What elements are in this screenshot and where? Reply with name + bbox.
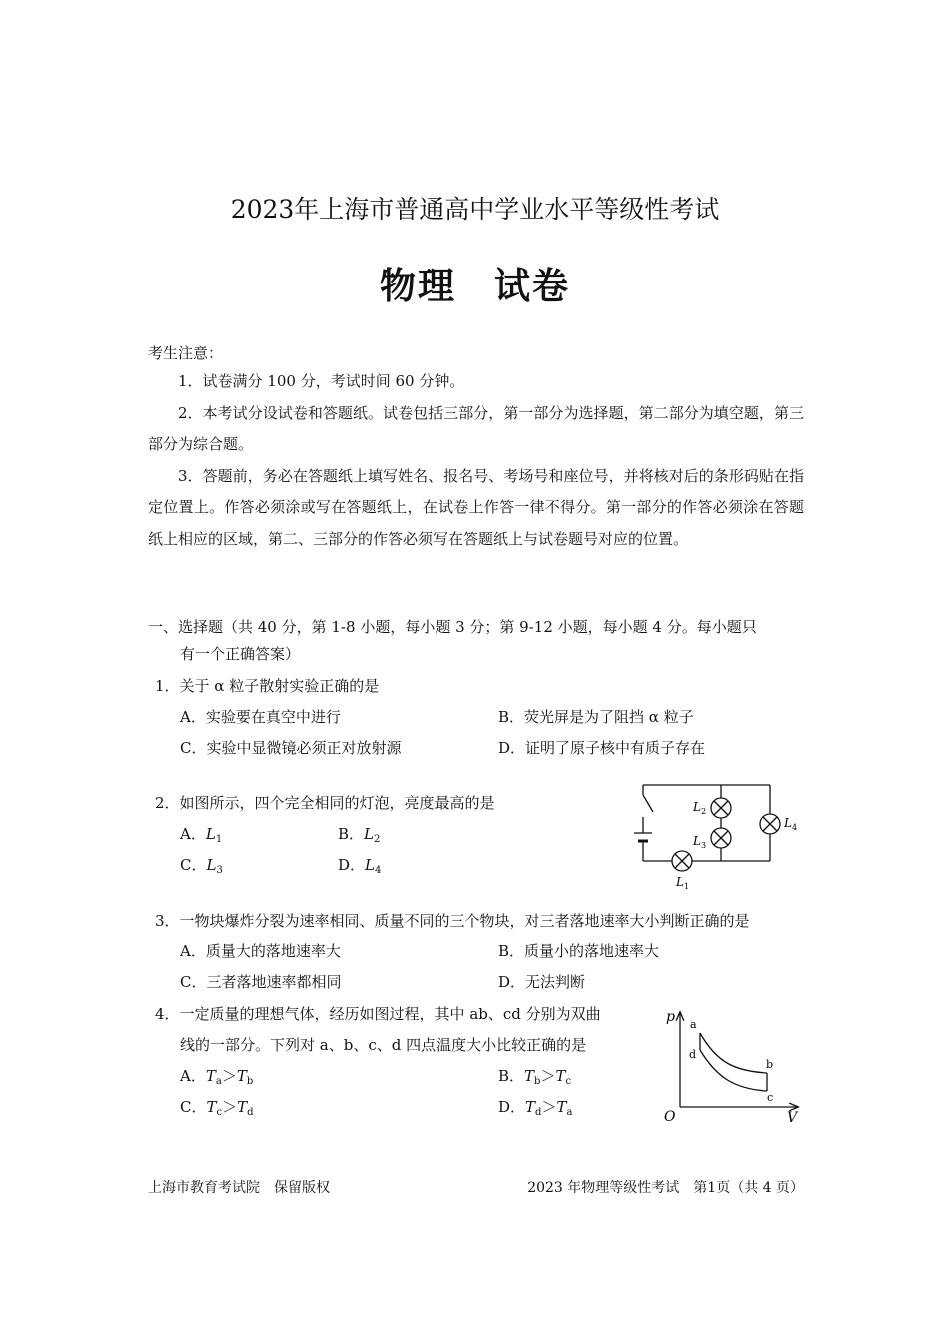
curve-ab	[700, 1033, 767, 1073]
point-d-label: d	[689, 1048, 697, 1061]
subject-title: 物理 试卷	[379, 265, 570, 307]
lamp-l3-label: $L_3$	[693, 834, 707, 850]
lamp-l2-label: $L_2$	[693, 800, 707, 816]
q2-option-a: A．$L_1$	[180, 825, 223, 845]
point-a-label: a	[690, 1018, 697, 1031]
q4-option-b: B．$T_b>T_c$	[498, 1067, 572, 1087]
origin-label: O	[664, 1109, 676, 1125]
q1-option-a: A．实验要在真空中进行	[180, 708, 341, 726]
battery-icon	[634, 833, 652, 841]
lamp-l4-label: $L_4$	[784, 816, 798, 832]
notice-item: 1．试卷满分 100 分，考试时间 60 分钟。	[178, 372, 465, 390]
q1-option-c: C．实验中显微镜必须正对放射源	[180, 739, 402, 757]
q1-stem: 1．关于 α 粒子散射实验正确的是	[155, 677, 380, 695]
lamp-l3-icon	[711, 828, 731, 848]
q4-option-d: D．$T_d>T_a$	[498, 1098, 573, 1118]
q2-stem: 2．如图所示，四个完全相同的灯泡，亮度最高的是	[155, 794, 495, 812]
pv-graph	[655, 1003, 805, 1128]
q3-option-a: A．质量大的落地速率大	[180, 942, 341, 960]
section-heading-line1: 一、选择题（共 40 分，第 1-8 小题，每小题 3 分；第 9-12 小题，每小题 4 分。每小题只	[148, 618, 757, 636]
q1-option-b: B．荧光屏是为了阻挡 α 粒子	[498, 708, 694, 726]
q3-stem: 3．一物块爆炸分裂为速率相同、质量不同的三个物块，对三者落地速率大小判断正确的是	[155, 912, 750, 930]
footer-copyright: 上海市教育考试院 保留版权	[148, 1180, 330, 1196]
notice-list	[148, 366, 804, 555]
q4-option-a: A．$T_a>T_b$	[180, 1067, 254, 1087]
lamp-l1-label: $L_1$	[676, 875, 690, 891]
section-heading-line2: 有一个正确答案）	[180, 645, 301, 663]
lamp-l2-icon	[711, 798, 731, 818]
q4-stem-line1: 4．一定质量的理想气体，经历如图过程，其中 ab、cd 分别为双曲	[155, 1005, 601, 1023]
notice-item: 2．本考试分设试卷和答题纸。试卷包括三部分，第一部分为选择题，第二部分为填空题，第三部分为综合题。	[148, 403, 804, 453]
exam-title: 2023年上海市普通高中学业水平等级性考试	[230, 195, 720, 224]
curve-cd	[700, 1050, 767, 1091]
notice-label: 考生注意：	[148, 344, 224, 362]
q3-option-b: B．质量小的落地速率大	[498, 942, 660, 960]
v-axis-label: V	[787, 1110, 798, 1126]
switch	[643, 795, 653, 812]
q2-option-b: B．$L_2$	[338, 825, 381, 845]
q4-stem-line2: 线的一部分。下列对 a、b、c、d 四点温度大小比较正确的是	[180, 1036, 587, 1054]
point-c-label: c	[767, 1091, 774, 1104]
footer-page-info: 2023 年物理等级性考试 第1页（共 4 页）	[527, 1180, 804, 1196]
lamp-l1-icon	[672, 851, 692, 871]
notice-item: 3．答题前，务必在答题纸上填写姓名、报名号、考场号和座位号，并将核对后的条形码贴在指定位置上。作答必须涂或写在答题纸上，在试卷上作答一律不得分。第一部分的作答必须涂在答题纸上相应的区域，第二、三部分的作答必须写在答题纸上与试卷题号对应的位置。	[148, 466, 804, 548]
q3-option-d: D．无法判断	[498, 973, 586, 991]
q2-option-c: C．$L_3$	[180, 856, 223, 876]
circuit-diagram	[620, 775, 810, 895]
lamp-l4-icon	[760, 814, 780, 834]
point-b-label: b	[766, 1058, 774, 1071]
q1-option-d: D．证明了原子核中有质子存在	[498, 739, 706, 757]
q2-option-d: D．$L_4$	[338, 856, 382, 876]
section-heading	[148, 614, 804, 668]
q4-option-c: C．$T_c>T_d$	[180, 1098, 254, 1118]
q3-option-c: C．三者落地速率都相同	[180, 973, 342, 991]
p-axis-label: p	[666, 1009, 675, 1025]
